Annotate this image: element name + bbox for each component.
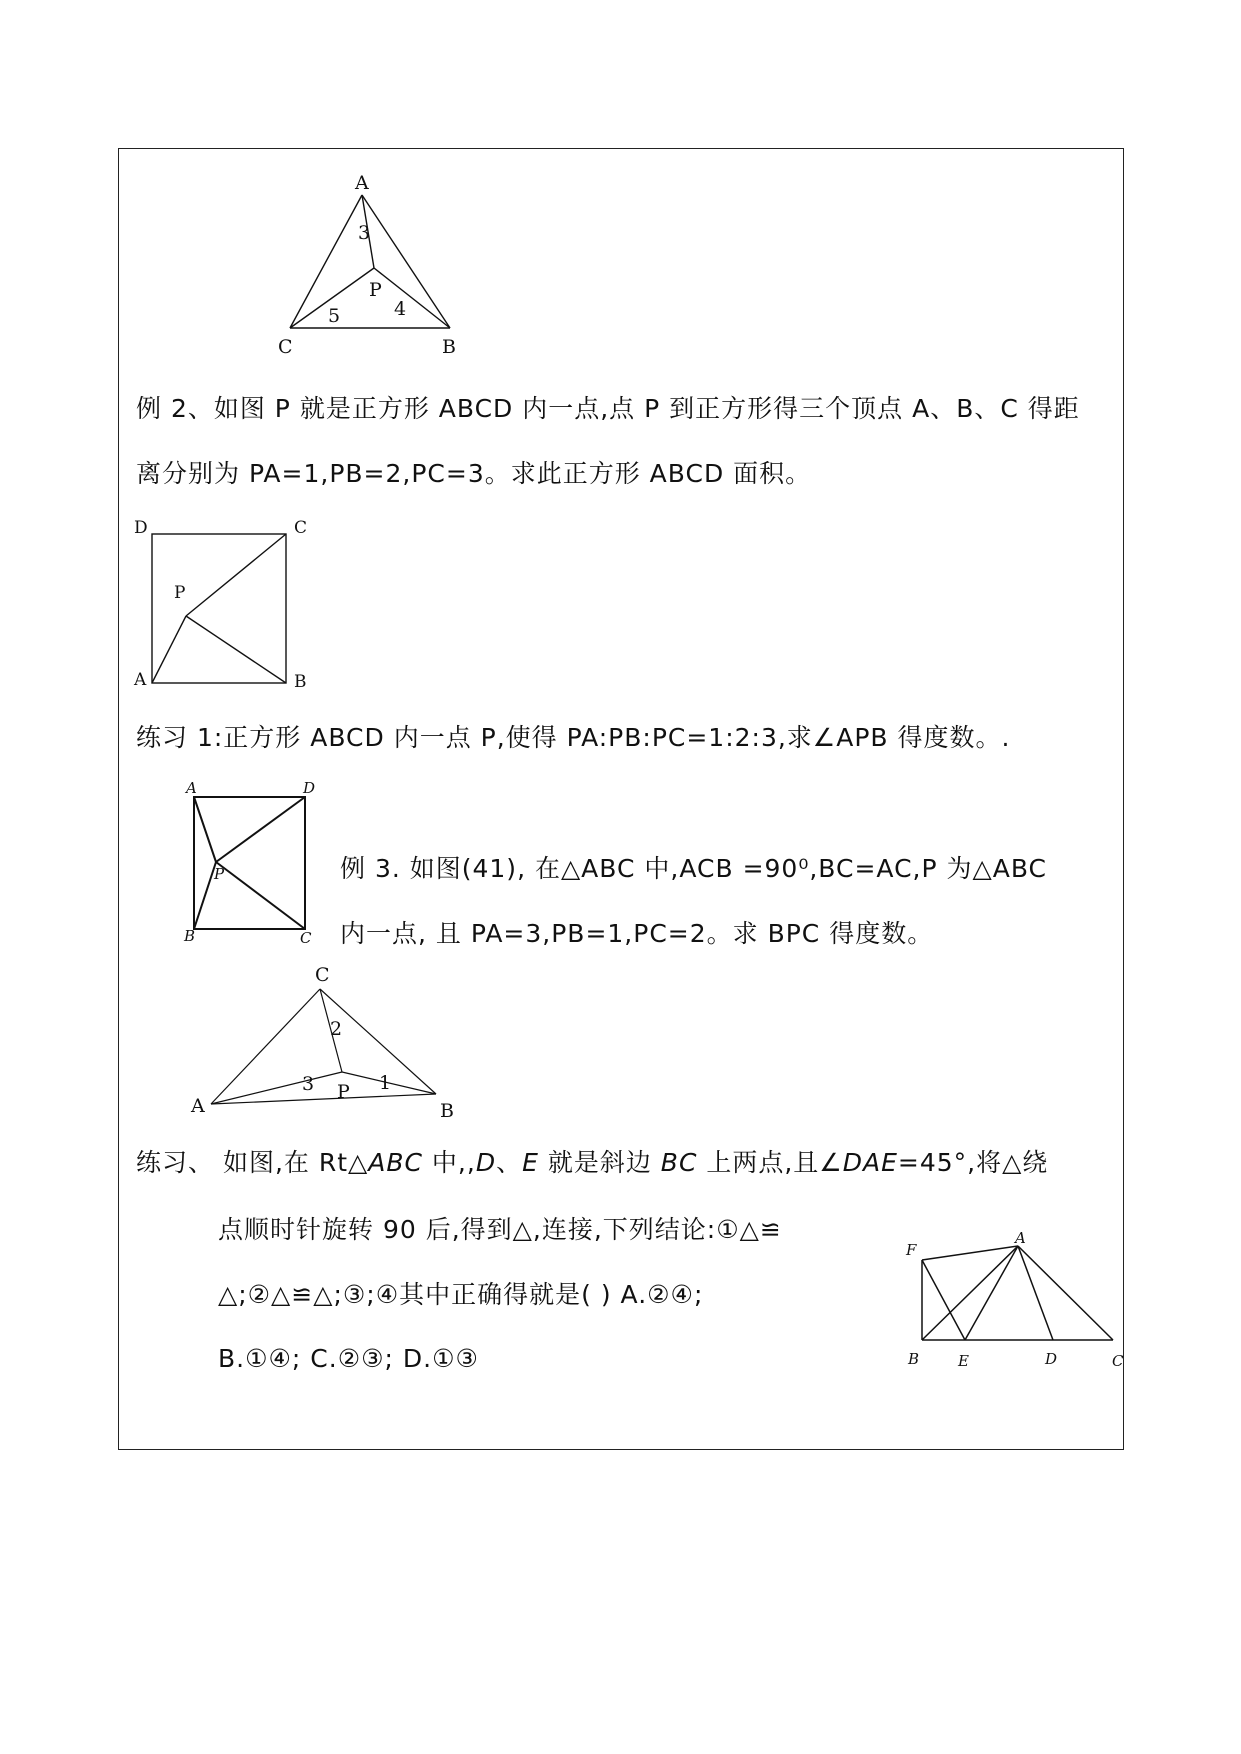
exercise2-text: 练习、 如图,在 Rt△ <box>136 1148 369 1177</box>
exercise2-line4: B.①④; C.②③; D.①③ <box>218 1344 479 1373</box>
figure-square-apbc <box>176 779 326 947</box>
exercise2-text: 、 <box>496 1148 523 1177</box>
figure-triangle-acb <box>185 965 465 1125</box>
vertex-label-c: C <box>294 518 308 538</box>
point-label-p: P <box>174 583 186 603</box>
segment-label-pa: 3 <box>358 222 371 244</box>
vertex-label-d: D <box>134 518 148 538</box>
exercise2-line3: △;②△≌△;③;④其中正确得就是( ) A.②④; <box>218 1280 704 1309</box>
point-label-p: P <box>214 865 225 883</box>
vertex-label-e: E <box>958 1352 969 1370</box>
exercise2-math-dae: DAE <box>842 1148 898 1177</box>
figure-triangle-apb <box>270 165 470 365</box>
vertex-label-d: D <box>303 779 316 797</box>
segment-label-pc: 2 <box>330 1018 343 1040</box>
exercise2-text: 中,, <box>422 1148 476 1177</box>
exercise2-text: 就是斜边 <box>538 1148 661 1177</box>
figure-square-abcd <box>130 515 320 690</box>
exercise2-line2: 点顺时针旋转 90 后,得到△,连接,下列结论:①△≌ <box>218 1215 782 1244</box>
exercise2-math-e: E <box>522 1148 539 1177</box>
vertex-label-a: A <box>355 172 369 194</box>
vertex-label-a: A <box>134 670 147 690</box>
figure-rotation-triangle <box>900 1230 1140 1380</box>
exercise2-math-d: D <box>475 1148 497 1177</box>
exercise2-text: 上两点,且∠ <box>697 1148 843 1177</box>
segment-label-pb: 4 <box>394 298 407 320</box>
vertex-label-f: F <box>906 1241 917 1259</box>
vertex-label-c: C <box>315 964 330 986</box>
vertex-label-d: D <box>1045 1350 1058 1368</box>
point-label-p: P <box>337 1081 350 1103</box>
exercise2-text: =45°,将△绕 <box>897 1148 1049 1177</box>
vertex-label-b: B <box>294 672 307 692</box>
exercise2-math-bc: BC <box>660 1148 698 1177</box>
exercise2-line1 <box>136 1148 1048 1178</box>
vertex-label-b: B <box>908 1350 920 1368</box>
exercise2-math-abc: ABC <box>368 1148 423 1177</box>
exercise1-line1: 练习 1:正方形 ABCD 内一点 P,使得 PA:PB:PC=1:2:3,求∠APB 得度数。. <box>136 723 1011 752</box>
segment-label-pb: 1 <box>379 1072 392 1094</box>
example3-line1: 例 3. 如图(41), 在△ABC 中,ACB =90⁰,BC=AC,P 为△ABC <box>340 854 1047 883</box>
vertex-label-a: A <box>186 779 197 797</box>
vertex-label-c: C <box>300 929 312 947</box>
vertex-label-c: C <box>1112 1352 1124 1370</box>
point-label-p: P <box>369 279 382 301</box>
vertex-label-c: C <box>278 336 293 358</box>
vertex-label-a: A <box>191 1095 205 1117</box>
example2-line1: 例 2、如图 P 就是正方形 ABCD 内一点,点 P 到正方形得三个顶点 A、B、C 得距 <box>136 394 1080 423</box>
segment-label-pa: 3 <box>302 1073 315 1095</box>
example2-line2: 离分别为 PA=1,PB=2,PC=3。求此正方形 ABCD 面积。 <box>136 459 812 488</box>
vertex-label-b: B <box>440 1100 454 1122</box>
segment-label-pc: 5 <box>328 305 341 327</box>
vertex-label-a: A <box>1015 1229 1026 1247</box>
vertex-label-b: B <box>442 336 456 358</box>
vertex-label-b: B <box>184 927 196 945</box>
example3-line2: 内一点, 且 PA=3,PB=1,PC=2。求 BPC 得度数。 <box>340 919 934 948</box>
